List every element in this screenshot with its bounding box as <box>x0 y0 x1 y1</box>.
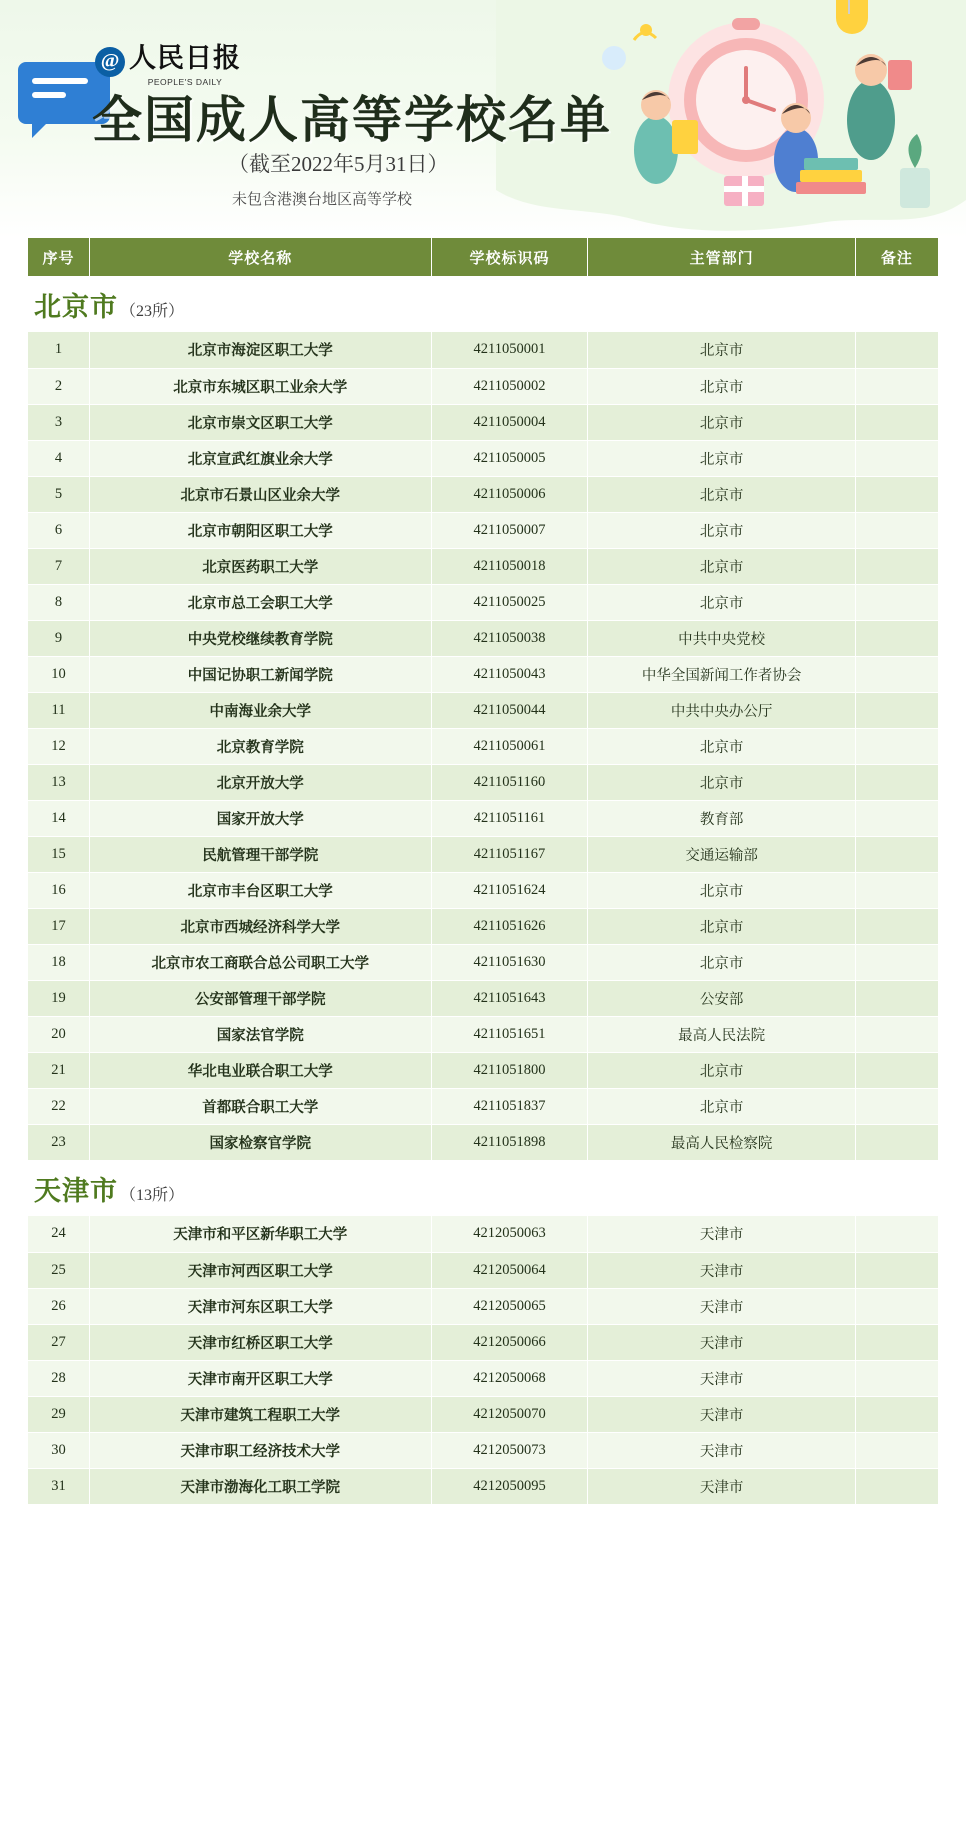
cell-school-name: 国家检察官学院 <box>90 1124 432 1160</box>
table-header-row <box>28 238 938 276</box>
cell-authority: 天津市 <box>588 1396 855 1432</box>
cell-index: 1 <box>28 332 90 368</box>
cell-index: 28 <box>28 1360 90 1396</box>
cell-school-code: 4211051643 <box>431 980 588 1016</box>
cell-school-code: 4211051800 <box>431 1052 588 1088</box>
cell-authority: 教育部 <box>588 800 855 836</box>
table-row <box>28 1432 938 1468</box>
cell-school-name: 北京市总工会职工大学 <box>90 584 432 620</box>
bubble-lines <box>32 78 88 106</box>
cell-index: 26 <box>28 1288 90 1324</box>
cell-school-code: 4212050070 <box>431 1396 588 1432</box>
cell-authority: 最高人民检察院 <box>588 1124 855 1160</box>
cell-authority: 北京市 <box>588 1052 855 1088</box>
cell-index: 2 <box>28 368 90 404</box>
cell-index: 3 <box>28 404 90 440</box>
cell-index: 8 <box>28 584 90 620</box>
section-header-cell <box>28 276 938 332</box>
cell-school-name: 天津市职工经济技术大学 <box>90 1432 432 1468</box>
cell-school-code: 4211051837 <box>431 1088 588 1124</box>
cell-remark <box>855 908 938 944</box>
cell-school-name: 北京市农工商联合总公司职工大学 <box>90 944 432 980</box>
cell-authority: 最高人民法院 <box>588 1016 855 1052</box>
cell-school-name: 北京宣武红旗业余大学 <box>90 440 432 476</box>
cell-remark <box>855 1360 938 1396</box>
page-note: 未包含港澳台地区高等学校 <box>232 192 413 208</box>
table-row <box>28 1288 938 1324</box>
cell-school-code: 4211050038 <box>431 620 588 656</box>
cell-remark <box>855 584 938 620</box>
cell-remark <box>855 728 938 764</box>
cell-index: 5 <box>28 476 90 512</box>
cell-school-name: 北京市丰台区职工大学 <box>90 872 432 908</box>
cell-authority: 北京市 <box>588 764 855 800</box>
cell-index: 6 <box>28 512 90 548</box>
cell-school-code: 4212050064 <box>431 1252 588 1288</box>
cell-authority: 北京市 <box>588 512 855 548</box>
cell-remark <box>855 1088 938 1124</box>
cell-authority: 中共中央办公厅 <box>588 692 855 728</box>
table-row <box>28 440 938 476</box>
cell-index: 31 <box>28 1468 90 1504</box>
cell-authority: 天津市 <box>588 1360 855 1396</box>
cell-school-code: 4211050061 <box>431 728 588 764</box>
cell-school-name: 国家开放大学 <box>90 800 432 836</box>
cell-authority: 北京市 <box>588 584 855 620</box>
cell-school-code: 4211050005 <box>431 440 588 476</box>
cell-school-name: 天津市河东区职工大学 <box>90 1288 432 1324</box>
cell-index: 7 <box>28 548 90 584</box>
cell-school-name: 北京市石景山区业余大学 <box>90 476 432 512</box>
cell-authority: 天津市 <box>588 1288 855 1324</box>
cell-authority: 天津市 <box>588 1252 855 1288</box>
cell-school-name: 北京教育学院 <box>90 728 432 764</box>
cell-school-code: 4212050063 <box>431 1216 588 1252</box>
cell-remark <box>855 476 938 512</box>
table-row <box>28 908 938 944</box>
table-row <box>28 1252 938 1288</box>
cell-authority: 北京市 <box>588 944 855 980</box>
cell-index: 16 <box>28 872 90 908</box>
table-row <box>28 800 938 836</box>
logo-chinese-name: 人民日报 <box>129 43 241 73</box>
cell-authority: 中华全国新闻工作者协会 <box>588 656 855 692</box>
schools-table-wrapper <box>0 238 966 1515</box>
cell-remark <box>855 836 938 872</box>
cell-school-code: 4211050043 <box>431 656 588 692</box>
cell-remark <box>855 1216 938 1252</box>
column-header-remark: 备注 <box>855 238 938 276</box>
cell-remark <box>855 1252 938 1288</box>
cell-remark <box>855 1052 938 1088</box>
table-row <box>28 368 938 404</box>
cell-authority: 交通运输部 <box>588 836 855 872</box>
table-row <box>28 512 938 548</box>
cell-remark <box>855 692 938 728</box>
cell-authority: 北京市 <box>588 1088 855 1124</box>
cell-index: 15 <box>28 836 90 872</box>
cell-index: 22 <box>28 1088 90 1124</box>
cell-school-code: 4211050004 <box>431 404 588 440</box>
section-header-cell <box>28 1160 938 1216</box>
cell-index: 10 <box>28 656 90 692</box>
cell-authority: 北京市 <box>588 476 855 512</box>
cell-remark <box>855 548 938 584</box>
cell-authority: 北京市 <box>588 728 855 764</box>
page-header <box>0 0 966 238</box>
cell-remark <box>855 620 938 656</box>
cell-school-code: 4212050065 <box>431 1288 588 1324</box>
cell-remark <box>855 404 938 440</box>
cell-authority: 天津市 <box>588 1432 855 1468</box>
cell-school-name: 北京市海淀区职工大学 <box>90 332 432 368</box>
cell-index: 23 <box>28 1124 90 1160</box>
cell-school-name: 民航管理干部学院 <box>90 836 432 872</box>
cell-school-code: 4212050066 <box>431 1324 588 1360</box>
cell-school-code: 4212050068 <box>431 1360 588 1396</box>
cell-remark <box>855 800 938 836</box>
cell-remark <box>855 1016 938 1052</box>
cell-index: 13 <box>28 764 90 800</box>
cell-school-code: 4211051161 <box>431 800 588 836</box>
cell-school-name: 中国记协职工新闻学院 <box>90 656 432 692</box>
schools-table <box>28 238 938 1505</box>
cell-index: 25 <box>28 1252 90 1288</box>
cell-remark <box>855 332 938 368</box>
cell-school-code: 4212050073 <box>431 1432 588 1468</box>
cell-authority: 北京市 <box>588 548 855 584</box>
cell-authority: 天津市 <box>588 1216 855 1252</box>
table-row <box>28 584 938 620</box>
cell-school-code: 4211051160 <box>431 764 588 800</box>
column-header-authority: 主管部门 <box>588 238 855 276</box>
table-row <box>28 836 938 872</box>
cell-remark <box>855 980 938 1016</box>
cell-school-code: 4211050001 <box>431 332 588 368</box>
column-header-code: 学校标识码 <box>431 238 588 276</box>
table-row <box>28 332 938 368</box>
cell-remark <box>855 764 938 800</box>
cell-school-name: 北京市崇文区职工大学 <box>90 404 432 440</box>
at-icon: @ <box>95 47 125 77</box>
table-row <box>28 944 938 980</box>
section-name: 天津市 <box>34 1175 118 1206</box>
table-header <box>28 238 938 276</box>
cell-remark <box>855 1124 938 1160</box>
cell-index: 21 <box>28 1052 90 1088</box>
table-row <box>28 764 938 800</box>
table-row <box>28 1324 938 1360</box>
cell-index: 18 <box>28 944 90 980</box>
cell-school-name: 天津市河西区职工大学 <box>90 1252 432 1288</box>
cell-school-name: 北京医药职工大学 <box>90 548 432 584</box>
cell-authority: 北京市 <box>588 872 855 908</box>
table-body <box>28 276 938 1504</box>
page-subtitle: （截至2022年5月31日） <box>228 152 449 176</box>
cell-school-code: 4212050095 <box>431 1468 588 1504</box>
section-header-row <box>28 276 938 332</box>
cell-school-code: 4211050007 <box>431 512 588 548</box>
cell-index: 9 <box>28 620 90 656</box>
cell-authority: 中共中央党校 <box>588 620 855 656</box>
table-row <box>28 656 938 692</box>
table-row <box>28 1216 938 1252</box>
cell-school-code: 4211050006 <box>431 476 588 512</box>
page-title: 全国成人高等学校名单 <box>92 92 612 148</box>
cell-remark <box>855 872 938 908</box>
cell-school-name: 中央党校继续教育学院 <box>90 620 432 656</box>
table-row <box>28 1016 938 1052</box>
cell-school-name: 天津市渤海化工职工学院 <box>90 1468 432 1504</box>
table-row <box>28 692 938 728</box>
cell-school-name: 天津市建筑工程职工大学 <box>90 1396 432 1432</box>
column-header-school: 学校名称 <box>90 238 432 276</box>
table-row <box>28 476 938 512</box>
cell-index: 17 <box>28 908 90 944</box>
cell-school-name: 天津市红桥区职工大学 <box>90 1324 432 1360</box>
section-header-row <box>28 1160 938 1216</box>
cell-remark <box>855 368 938 404</box>
cell-authority: 北京市 <box>588 404 855 440</box>
cell-remark <box>855 1468 938 1504</box>
cell-authority: 北京市 <box>588 908 855 944</box>
cell-school-name: 北京市东城区职工业余大学 <box>90 368 432 404</box>
table-row <box>28 1124 938 1160</box>
cell-authority: 北京市 <box>588 332 855 368</box>
table-row <box>28 1360 938 1396</box>
cell-school-name: 首都联合职工大学 <box>90 1088 432 1124</box>
cell-authority: 北京市 <box>588 368 855 404</box>
cell-authority: 公安部 <box>588 980 855 1016</box>
cell-school-code: 4211050025 <box>431 584 588 620</box>
table-row <box>28 1468 938 1504</box>
cell-remark <box>855 440 938 476</box>
cell-school-name: 北京市西城经济科学大学 <box>90 908 432 944</box>
cell-index: 30 <box>28 1432 90 1468</box>
cell-remark <box>855 1396 938 1432</box>
table-row <box>28 872 938 908</box>
cell-school-name: 华北电业联合职工大学 <box>90 1052 432 1088</box>
table-row <box>28 620 938 656</box>
cell-authority: 天津市 <box>588 1324 855 1360</box>
cell-remark <box>855 944 938 980</box>
cell-school-name: 天津市和平区新华职工大学 <box>90 1216 432 1252</box>
cell-school-name: 公安部管理干部学院 <box>90 980 432 1016</box>
cell-index: 29 <box>28 1396 90 1432</box>
cell-remark <box>855 512 938 548</box>
cell-school-name: 北京开放大学 <box>90 764 432 800</box>
cell-authority: 北京市 <box>588 440 855 476</box>
cell-remark <box>855 1324 938 1360</box>
table-row <box>28 1052 938 1088</box>
section-name: 北京市 <box>34 291 118 322</box>
table-row <box>28 1396 938 1432</box>
cell-school-code: 4211051167 <box>431 836 588 872</box>
table-row <box>28 728 938 764</box>
cell-school-code: 4211051630 <box>431 944 588 980</box>
table-row <box>28 980 938 1016</box>
cell-remark <box>855 656 938 692</box>
cell-school-code: 4211050002 <box>431 368 588 404</box>
cell-index: 4 <box>28 440 90 476</box>
cell-school-code: 4211051624 <box>431 872 588 908</box>
logo-english-name: PEOPLE'S DAILY <box>147 77 223 87</box>
cell-school-code: 4211051626 <box>431 908 588 944</box>
cell-school-code: 4211051651 <box>431 1016 588 1052</box>
cell-school-code: 4211050018 <box>431 548 588 584</box>
cell-school-name: 中南海业余大学 <box>90 692 432 728</box>
cell-index: 24 <box>28 1216 90 1252</box>
cell-remark <box>855 1288 938 1324</box>
cell-index: 20 <box>28 1016 90 1052</box>
table-row <box>28 404 938 440</box>
cell-authority: 天津市 <box>588 1468 855 1504</box>
cell-index: 12 <box>28 728 90 764</box>
section-count: （13所） <box>120 1186 185 1204</box>
cell-remark <box>855 1432 938 1468</box>
table-row <box>28 548 938 584</box>
cell-index: 27 <box>28 1324 90 1360</box>
cell-index: 14 <box>28 800 90 836</box>
column-header-index: 序号 <box>28 238 90 276</box>
cell-school-code: 4211050044 <box>431 692 588 728</box>
cell-index: 19 <box>28 980 90 1016</box>
cell-school-name: 北京市朝阳区职工大学 <box>90 512 432 548</box>
section-count: （23所） <box>120 302 185 320</box>
cell-index: 11 <box>28 692 90 728</box>
cell-school-name: 国家法官学院 <box>90 1016 432 1052</box>
table-row <box>28 1088 938 1124</box>
cell-school-name: 天津市南开区职工大学 <box>90 1360 432 1396</box>
cell-school-code: 4211051898 <box>431 1124 588 1160</box>
